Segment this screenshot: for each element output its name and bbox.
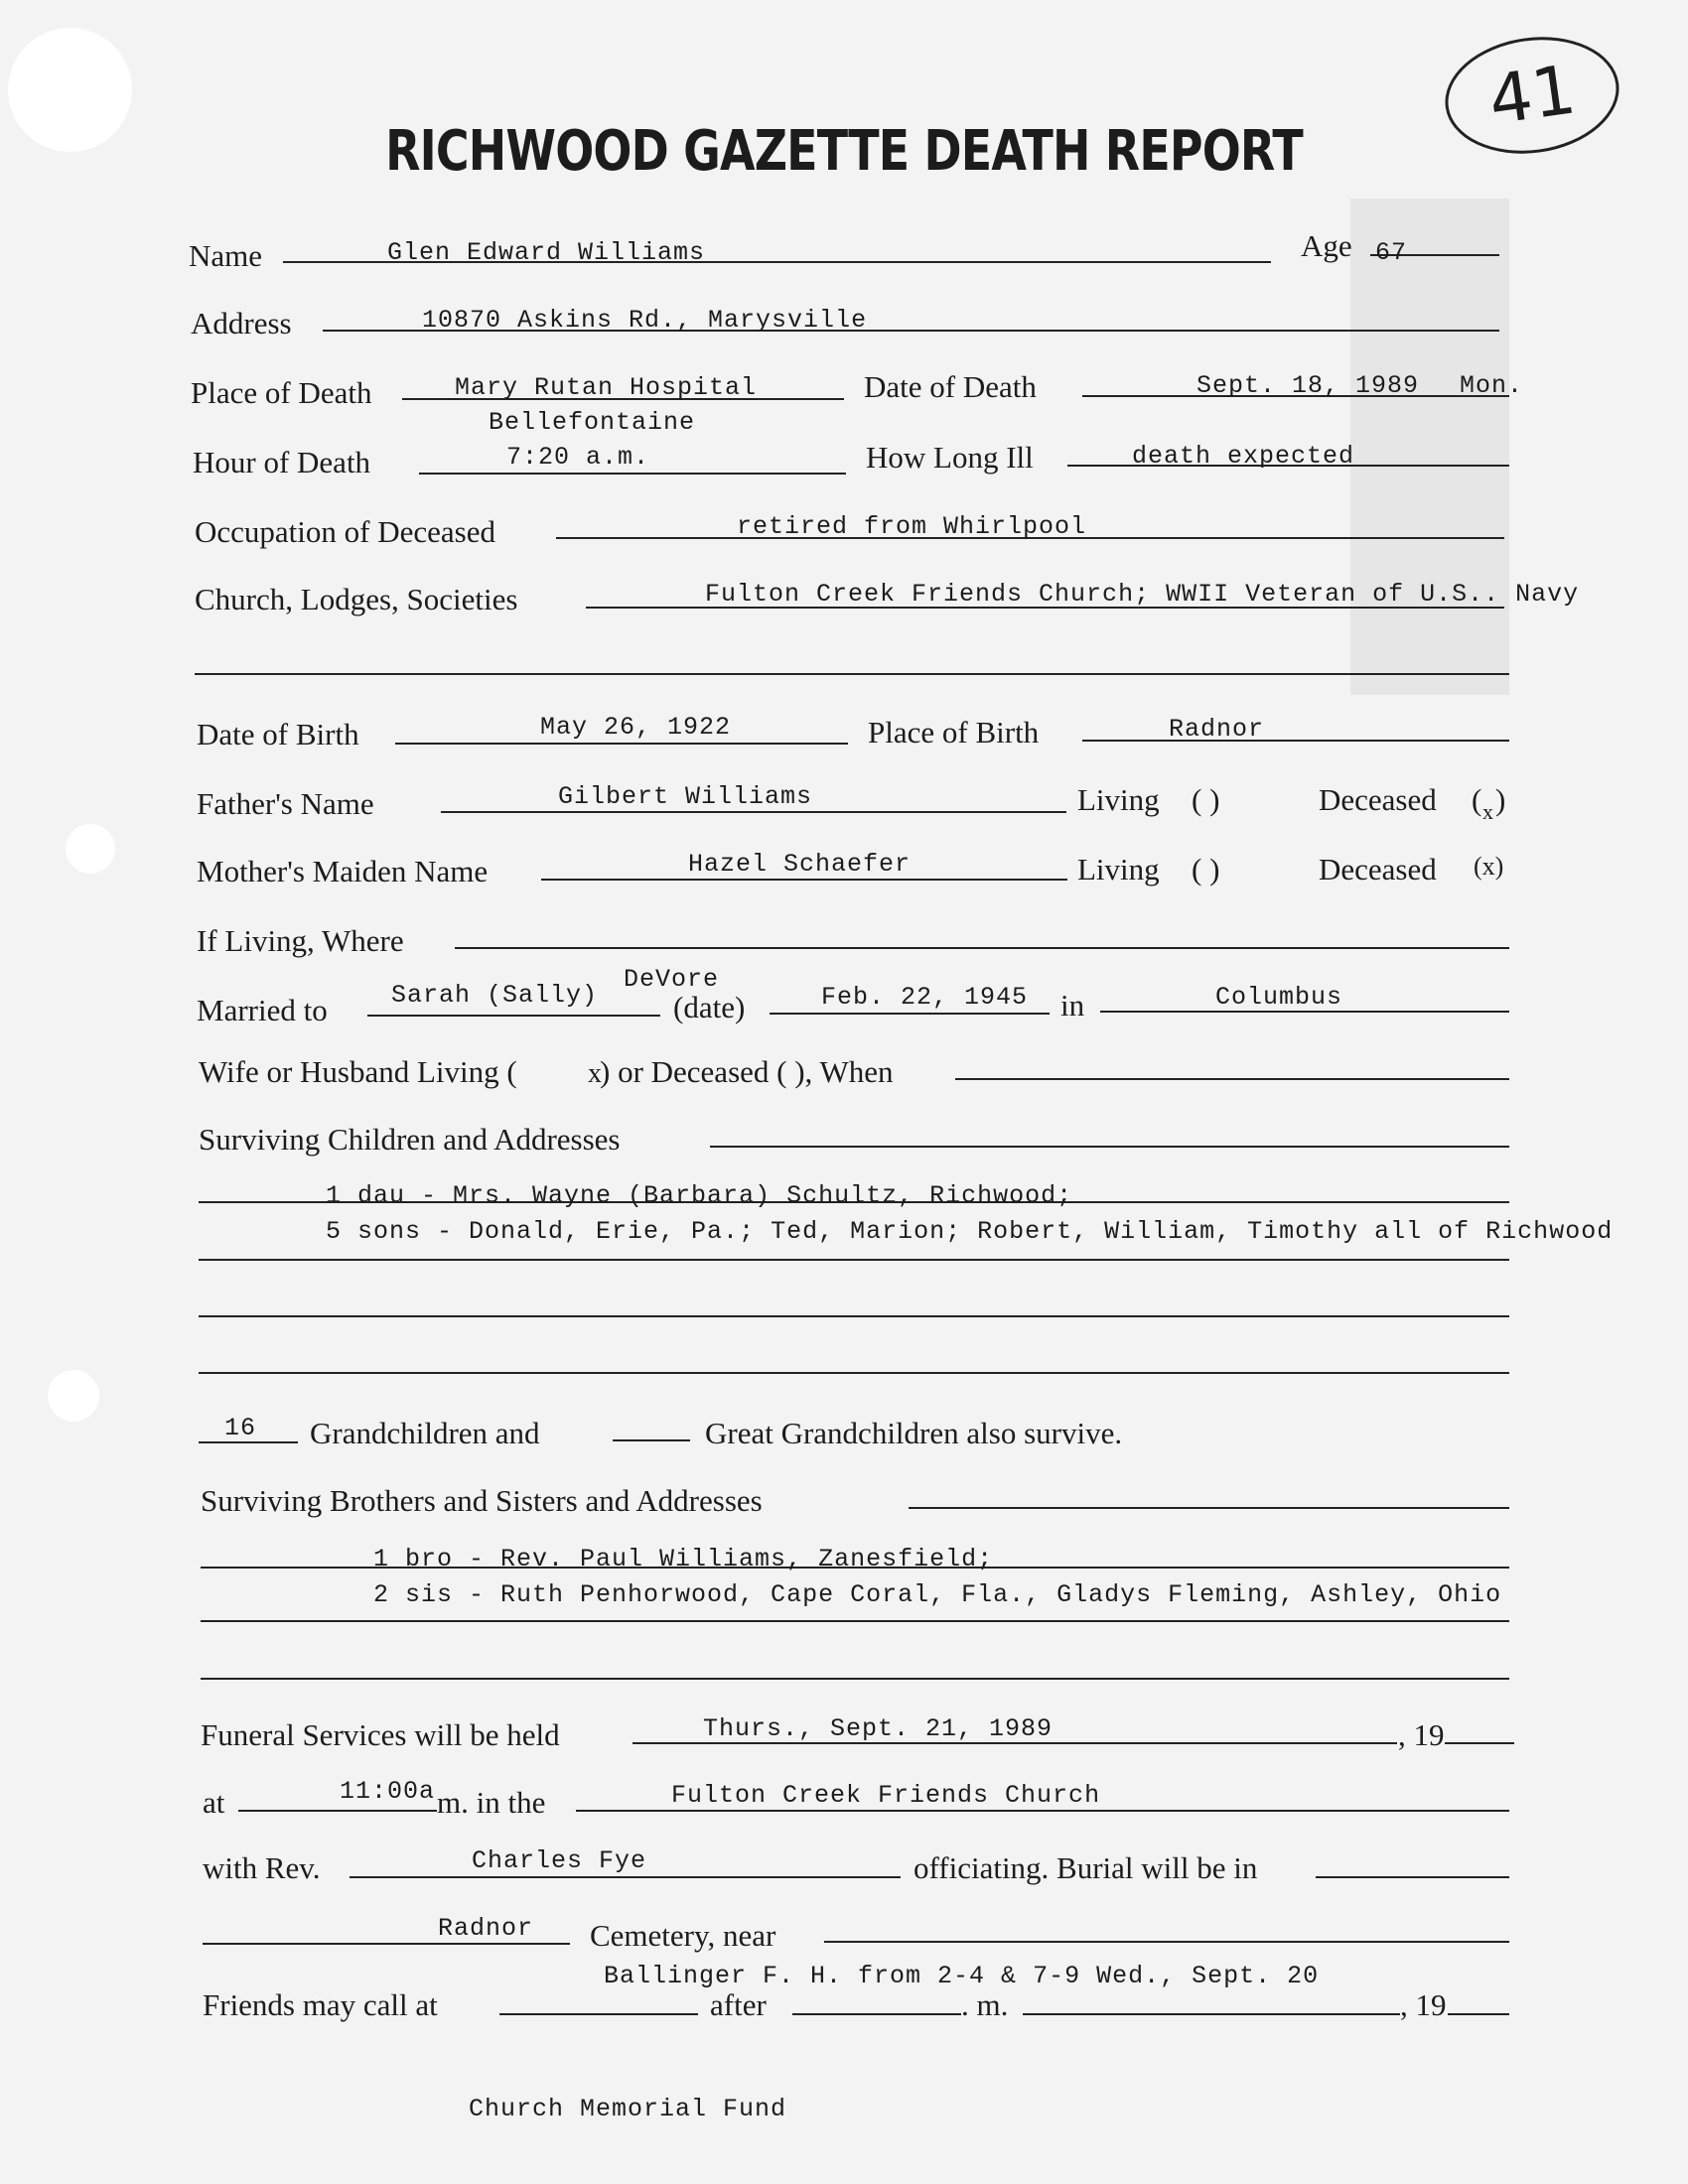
spouse-when-line bbox=[955, 1078, 1509, 1080]
after-date-line bbox=[1023, 2013, 1400, 2015]
children-line-3 bbox=[199, 1315, 1509, 1317]
married-in-label: in bbox=[1060, 988, 1085, 1023]
mother-deceased-mark: (x) bbox=[1474, 852, 1504, 881]
children-line-4 bbox=[199, 1372, 1509, 1374]
married-date-label: (date) bbox=[673, 990, 746, 1024]
mothers-maiden-name-value: Hazel Schaefer bbox=[688, 850, 912, 879]
m-in-the-label: m. in the bbox=[437, 1785, 546, 1820]
day-of-week-value: Mon. bbox=[1460, 371, 1524, 400]
siblings-value-2: 2 sis - Ruth Penhorwood, Cape Coral, Fla., Gladys Fleming, Ashley, Ohio bbox=[373, 1580, 1502, 1609]
rev-line bbox=[350, 1876, 901, 1878]
church-value: Fulton Creek Friends Church; WWII Veteran of U.S.. Navy bbox=[705, 580, 1580, 609]
church-label: Church, Lodges, Societies bbox=[195, 582, 518, 616]
mothers-maiden-name-line bbox=[541, 879, 1067, 881]
officiating-label: officiating. Burial will be in bbox=[914, 1850, 1258, 1885]
if-living-where-label: If Living, Where bbox=[197, 923, 404, 958]
hour-of-death-label: Hour of Death bbox=[193, 445, 371, 479]
place-of-death-city: Bellefontaine bbox=[489, 408, 696, 437]
siblings-value-1: 1 bro - Rev. Paul Williams, Zanesfield; bbox=[373, 1545, 994, 1573]
mother-living-label: Living bbox=[1077, 852, 1160, 887]
siblings-line-2 bbox=[201, 1620, 1509, 1622]
punch-hole-middle bbox=[66, 824, 115, 874]
date-of-birth-line bbox=[395, 743, 848, 745]
memorial-value: Church Memorial Fund bbox=[469, 2095, 787, 2123]
age-label: Age bbox=[1301, 228, 1352, 263]
grandchildren-label: Grandchildren and bbox=[310, 1416, 540, 1450]
after-line bbox=[792, 2013, 961, 2015]
funeral-place-value: Fulton Creek Friends Church bbox=[671, 1781, 1101, 1810]
place-of-birth-value: Radnor bbox=[1169, 715, 1265, 744]
father-living-label: Living bbox=[1077, 782, 1160, 817]
address-value: 10870 Askins Rd., Marysville bbox=[422, 306, 868, 335]
fathers-name-value: Gilbert Williams bbox=[558, 782, 813, 811]
father-deceased-label: Deceased bbox=[1319, 782, 1437, 817]
background-shadow bbox=[1350, 199, 1509, 695]
married-to-surname: DeVore bbox=[624, 965, 720, 994]
with-rev-label: with Rev. bbox=[203, 1850, 321, 1885]
cemetery-value: Radnor bbox=[438, 1914, 534, 1943]
date-of-death-label: Date of Death bbox=[864, 369, 1037, 404]
children-value-1: 1 dau - Mrs. Wayne (Barbara) Schultz, Richwood; bbox=[326, 1181, 1073, 1210]
funeral-date-value: Thurs., Sept. 21, 1989 bbox=[703, 1714, 1054, 1743]
surviving-children-label: Surviving Children and Addresses bbox=[199, 1122, 621, 1157]
spouse-living-label: Wife or Husband Living ( bbox=[199, 1054, 517, 1089]
siblings-line-3 bbox=[201, 1678, 1509, 1680]
burial-line bbox=[1316, 1876, 1509, 1878]
father-deceased-mark: x bbox=[1482, 799, 1493, 824]
cemetery-near-label: Cemetery, near bbox=[590, 1918, 776, 1953]
mother-deceased-label: Deceased bbox=[1319, 852, 1437, 887]
m-label: . m. bbox=[961, 1987, 1009, 2022]
married-to-line bbox=[367, 1015, 660, 1017]
grandchildren-count: 16 bbox=[224, 1414, 257, 1442]
calling-value: Ballinger F. H. from 2-4 & 7-9 Wed., Sept. 20 bbox=[604, 1962, 1320, 1990]
funeral-year-label: , 19 bbox=[1398, 1717, 1445, 1752]
funeral-time-line bbox=[238, 1810, 437, 1812]
spouse-living-mark: x bbox=[588, 1058, 602, 1089]
married-date-value: Feb. 22, 1945 bbox=[821, 983, 1029, 1012]
fathers-name-line bbox=[441, 811, 1066, 813]
age-value: 67 bbox=[1375, 238, 1408, 267]
friends-year-line bbox=[1448, 2013, 1509, 2015]
surviving-children-line bbox=[710, 1146, 1509, 1148]
place-of-death-value: Mary Rutan Hospital bbox=[455, 373, 758, 402]
father-living-checkbox: ( ) bbox=[1192, 782, 1220, 817]
funeral-time-value: 11:00a bbox=[340, 1777, 436, 1806]
punch-hole-bottom bbox=[48, 1370, 99, 1422]
occupation-value: retired from Whirlpool bbox=[737, 512, 1087, 541]
great-grandchildren-line bbox=[613, 1439, 690, 1441]
date-of-death-value: Sept. 18, 1989 bbox=[1196, 371, 1420, 400]
children-line-2 bbox=[199, 1259, 1509, 1261]
friends-year-label: , 19 bbox=[1400, 1987, 1447, 2022]
address-label: Address bbox=[191, 306, 292, 341]
if-living-where-line bbox=[455, 947, 1509, 949]
friends-call-line bbox=[499, 2013, 698, 2015]
funeral-place-line bbox=[576, 1810, 1509, 1812]
mothers-maiden-name-label: Mother's Maiden Name bbox=[197, 854, 489, 888]
friends-may-call-label: Friends may call at bbox=[203, 1987, 438, 2022]
after-label: after bbox=[710, 1987, 767, 2022]
great-grandchildren-label: Great Grandchildren also survive. bbox=[705, 1416, 1123, 1450]
married-date-line bbox=[770, 1013, 1050, 1015]
married-to-value: Sarah (Sally) bbox=[391, 981, 599, 1010]
name-value: Glen Edward Williams bbox=[387, 238, 706, 267]
hour-of-death-line bbox=[419, 473, 846, 475]
page-number: 41 bbox=[1438, 26, 1626, 164]
cemetery-near-line bbox=[824, 1941, 1509, 1943]
place-of-birth-label: Place of Birth bbox=[868, 715, 1040, 750]
punch-hole-top bbox=[8, 28, 132, 152]
fathers-name-label: Father's Name bbox=[197, 786, 374, 821]
hour-of-death-value: 7:20 a.m. bbox=[506, 443, 650, 472]
page-title: RICHWOOD GAZETTE DEATH REPORT bbox=[385, 119, 1303, 184]
father-deceased-close-paren: ) bbox=[1495, 782, 1506, 817]
at-label: at bbox=[203, 1785, 225, 1820]
occupation-label: Occupation of Deceased bbox=[195, 514, 495, 549]
children-value-2: 5 sons - Donald, Erie, Pa.; Ted, Marion; Robert, William, Timothy all of Richwood bbox=[326, 1217, 1614, 1246]
name-label: Name bbox=[189, 238, 263, 273]
place-of-birth-line bbox=[1082, 740, 1509, 742]
father-deceased-open-paren: ( bbox=[1472, 782, 1482, 817]
married-to-label: Married to bbox=[197, 993, 328, 1027]
funeral-label: Funeral Services will be held bbox=[201, 1717, 560, 1752]
spouse-deceased-label: ) or Deceased ( ), When bbox=[600, 1054, 894, 1089]
date-of-birth-value: May 26, 1922 bbox=[540, 713, 732, 742]
surviving-siblings-line bbox=[909, 1507, 1509, 1509]
church-line-2 bbox=[195, 673, 1509, 675]
date-of-birth-label: Date of Birth bbox=[197, 717, 359, 751]
how-long-ill-label: How Long Ill bbox=[866, 440, 1034, 475]
married-place-value: Columbus bbox=[1215, 983, 1343, 1012]
place-of-death-label: Place of Death bbox=[191, 375, 372, 410]
funeral-year-line bbox=[1445, 1742, 1514, 1744]
surviving-siblings-label: Surviving Brothers and Sisters and Addresses bbox=[201, 1483, 763, 1518]
how-long-ill-value: death expected bbox=[1132, 442, 1355, 471]
mother-living-checkbox: ( ) bbox=[1192, 852, 1220, 887]
rev-value: Charles Fye bbox=[472, 1846, 647, 1875]
cemetery-line bbox=[203, 1943, 570, 1945]
